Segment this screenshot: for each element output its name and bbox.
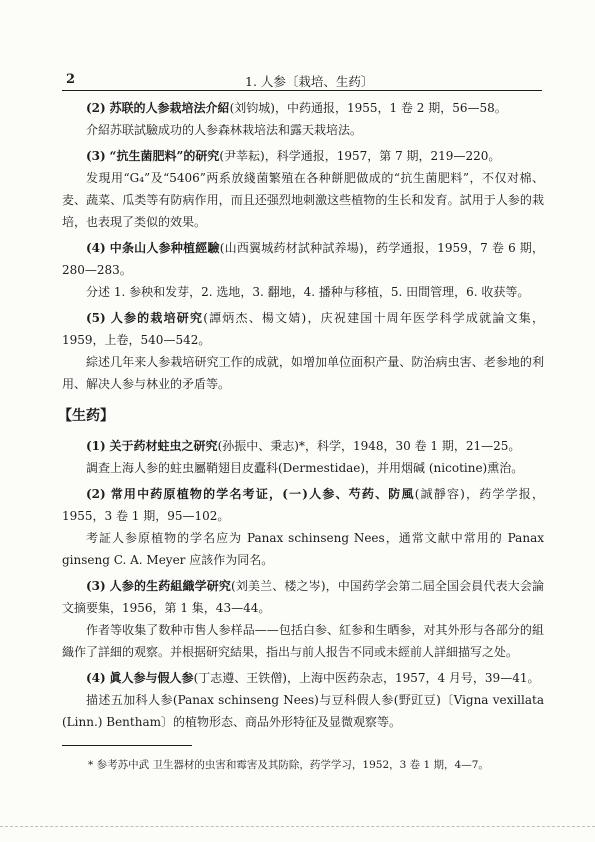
running-title: 1. 人参〔栽培、生药〕 xyxy=(245,74,374,89)
reference-authors: (山西翼城药材試种試养場) xyxy=(219,241,364,255)
reference-authors: (丁志遵、王铁僧) xyxy=(193,671,287,685)
reference-number: (4) xyxy=(86,241,106,255)
reference-entry xyxy=(62,575,544,663)
reference-title: 眞人参与假人参 xyxy=(109,671,194,685)
reference-number: (4) xyxy=(86,671,106,685)
reference-source: ，上海中医药杂志，1957，4 月号，39—41。 xyxy=(286,671,540,685)
reference-title: 人参的栽培研究 xyxy=(110,311,204,325)
reference-source: ，中药通报，1955，1 卷 2 期，56—58。 xyxy=(274,101,507,115)
reference-authors: (孙振中、秉志)* xyxy=(217,439,305,453)
reference-title: 常用中药原植物的学名考证，(一)人参、芍药、防風 xyxy=(110,487,415,501)
scan-edge xyxy=(0,826,595,827)
reference-summary: 分述 1. 参秧和发芽，2. 选地，3. 翻地，4. 播种与移植，5. 田間管理，6. 收获等。 xyxy=(86,285,530,299)
reference-entry xyxy=(62,435,544,479)
reference-number: (2) xyxy=(86,101,106,115)
reference-entry xyxy=(62,483,544,571)
footnote: * 参考苏中武 卫生器材的虫害和霉害及其防除，药学学习，1952，3 卷 1 期，4—7。 xyxy=(88,759,489,771)
reference-authors: (譚炳杰、楊文婧) xyxy=(203,311,307,325)
reference-source: ，中国药学会第二屆全国会員代表大会論文摘要集，1956，第 1 集，43—44。 xyxy=(62,579,544,615)
reference-summary: 考証人参原植物的学名应为 Panax schinseng Nees，通常文献中常用的 Panax ginseng C. A. Meyer 应該作为同名。 xyxy=(62,531,544,567)
reference-source: ，药学学报，1955，3 卷 1 期，95—102。 xyxy=(62,487,544,523)
section-heading: 【生药】 xyxy=(58,408,114,424)
reference-authors: (誠靜容) xyxy=(414,487,465,501)
reference-number: (1) xyxy=(86,439,106,453)
reference-authors: (刘钧城) xyxy=(229,101,275,115)
reference-number: (3) xyxy=(86,149,106,163)
reference-title: 关于药材蛀虫之研究 xyxy=(109,439,218,453)
reference-source: ，科学，1948，30 卷 1 期，21—25。 xyxy=(304,439,521,453)
reference-entry xyxy=(62,667,544,733)
footnote-rule xyxy=(62,745,192,746)
reference-entry xyxy=(62,237,544,303)
reference-entry xyxy=(62,97,544,141)
reference-summary: 調查上海人参的蛀虫屬鞘翅目皮蠹科(Dermestidae)，并用烟碱 (nicotine)熏治。 xyxy=(86,461,524,475)
reference-summary: 綜述几年来人参栽培研究工作的成就，如增加单位面积产量、防治病虫害、老参地的利用、解决人参与林业的矛盾等。 xyxy=(62,355,544,391)
reference-entry xyxy=(62,307,544,395)
reference-summary: 描述五加科人参(Panax schinseng Nees)与豆科假人参(野豇豆)〔Vigna vexillata (Linn.) Bentham〕的植物形态、商品外形特征及显微观察等。 xyxy=(62,693,544,729)
reference-number: (2) xyxy=(86,487,106,501)
reference-title: 中条山人参种植經驗 xyxy=(109,241,220,255)
page-body xyxy=(58,97,544,737)
reference-authors: (尹莘耘) xyxy=(219,149,265,163)
reference-source: ，庆祝建国十周年医学科学成就論文集，1959，上卷，540—542。 xyxy=(62,311,544,347)
reference-source: ，药学通报，1959，7 卷 6 期，280—283。 xyxy=(62,241,544,277)
page-number: 2 xyxy=(66,72,76,87)
reference-title: “抗生菌肥料”的研究 xyxy=(109,149,220,163)
reference-title: 苏联的人参栽培法介紹 xyxy=(109,101,230,115)
reference-number: (3) xyxy=(86,579,106,593)
reference-entry xyxy=(62,145,544,233)
reference-summary: 发現用“G₄”及“5406”两系放綫菌繁殖在各种餅肥做成的“抗生菌肥料”，不仅对棉、麦、蔬菜、瓜类等有防病作用，而且还强烈地刺激这些植物的生长和发育。試用于人参的栽培，也表現了类似的效果。 xyxy=(62,171,544,229)
reference-authors: (刘美兰、楼之岑) xyxy=(231,579,326,593)
header-rule xyxy=(62,90,542,91)
reference-summary: 作者等收集了数种市售人参样品——包括白参、紅参和生晒参，对其外形与各部分的組織作了詳細的观察。并根据研究結果，指出与前人报告不同或未經前人詳細描写之处。 xyxy=(62,623,544,659)
reference-source: ，科学通报，1957，第 7 期，219—220。 xyxy=(264,149,501,163)
reference-number: (5) xyxy=(86,311,106,325)
reference-summary: 介紹苏联試驗成功的人参森林栽培法和露天栽培法。 xyxy=(86,123,363,137)
reference-title: 人参的生药組織学研究 xyxy=(109,579,232,593)
